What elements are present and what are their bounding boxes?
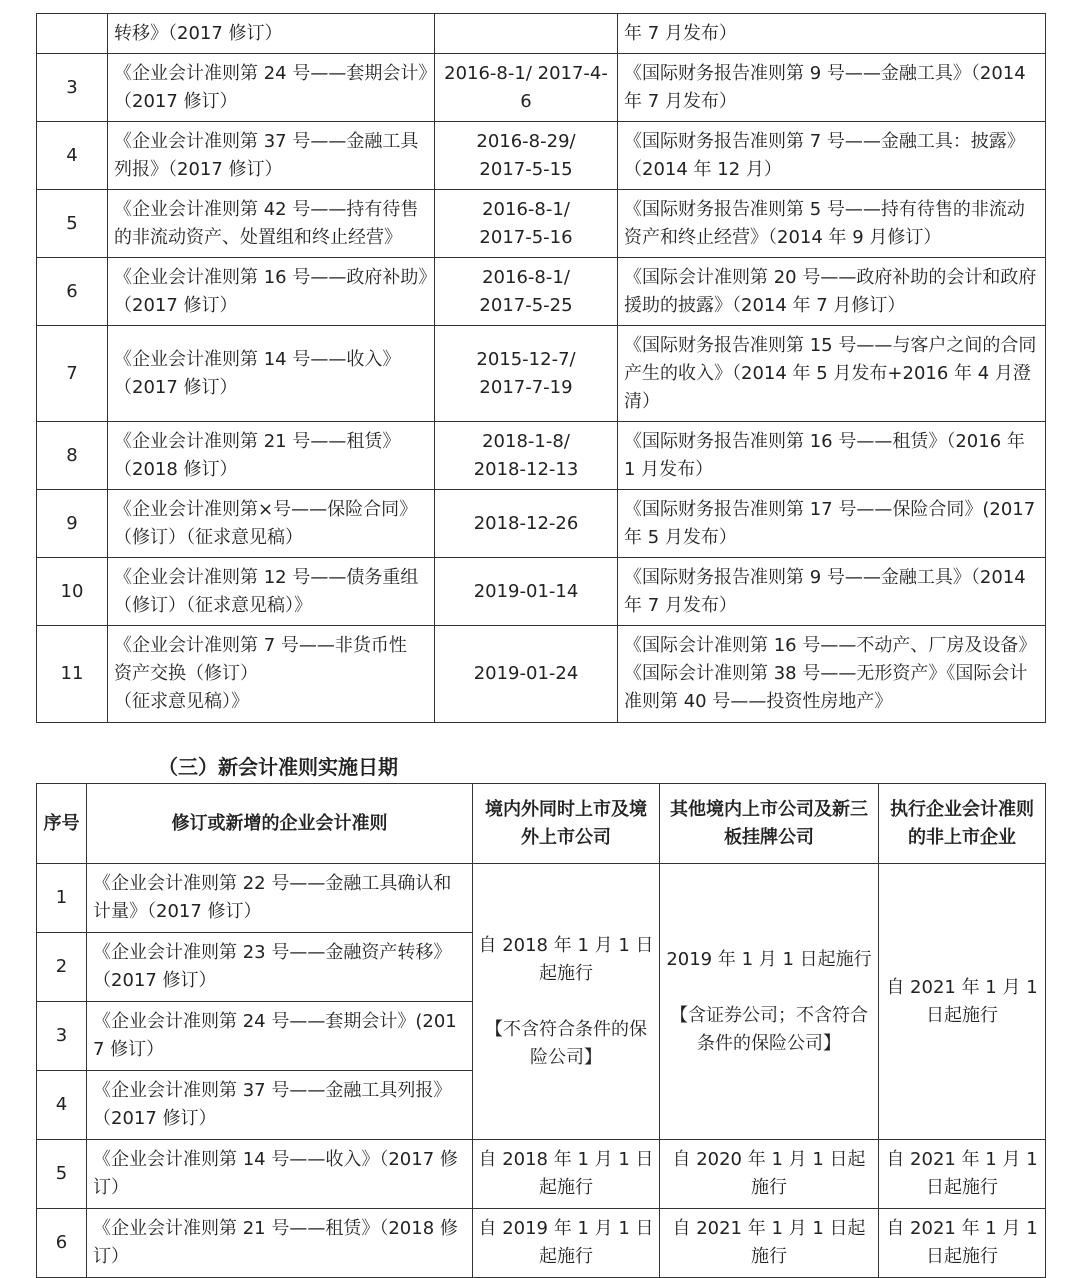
table-row [37,326,1046,422]
chinese-standard: 《企业会计准则第 7 号——非货币性 资产交换（修订） （征求意见稿）》 [108,626,435,723]
non-listed-date: 自 2021 年 1 月 1 日起施行 [879,1140,1046,1209]
other-listed-date: 自 2021 年 1 月 1 日起施行 [660,1209,879,1278]
release-dates: 2019-01-24 [435,626,618,723]
ifrs-counterpart: 《国际财务报告准则第 17 号——保险合同》(2017 年 5 月发布） [618,490,1046,558]
chinese-standard: 《企业会计准则第 12 号——债务重组 （修订）（征求意见稿）》 [108,558,435,626]
other-listed-date: 自 2020 年 1 月 1 日起施行 [660,1140,879,1209]
table-row [37,1209,1046,1278]
row-number: 6 [37,1209,87,1278]
table-row [37,864,1046,933]
row-number: 6 [37,258,108,326]
table-row [37,558,1046,626]
table-row [37,14,1046,54]
implementation-dates-table [36,783,1046,1278]
release-dates: 2016-8-1/ 2017-5-25 [435,258,618,326]
header-other-listed: 其他境内上市公司及新三板挂牌公司 [660,784,879,864]
ifrs-counterpart: 《国际财务报告准则第 16 号——租赁》（2016 年 1 月发布） [618,422,1046,490]
release-dates: 2019-01-14 [435,558,618,626]
chinese-standard: 《企业会计准则第 42 号——持有待售的非流动资产、处置组和终止经营》 [108,190,435,258]
release-dates: 2018-12-26 [435,490,618,558]
header-non-listed: 执行企业会计准则的非上市企业 [879,784,1046,864]
table-row [37,258,1046,326]
dual-listed-date: 自 2018 年 1 月 1 日起施行 【不含符合条件的保险公司】 [473,864,660,1140]
ifrs-counterpart: 《国际财务报告准则第 15 号——与客户之间的合同产生的收入》（2014 年 5 月发布+2016 年 4 月澄清） [618,326,1046,422]
release-dates: 2015-12-7/ 2017-7-19 [435,326,618,422]
release-dates [435,14,618,54]
row-number: 8 [37,422,108,490]
row-number: 11 [37,626,108,723]
standard-name: 《企业会计准则第 24 号——套期会计》(2017 修订） [87,1002,473,1071]
row-number: 10 [37,558,108,626]
ifrs-counterpart: 年 7 月发布） [618,14,1046,54]
chinese-standard: 《企业会计准则第 21 号——租赁》 （2018 修订） [108,422,435,490]
table-row [37,122,1046,190]
table-row [37,190,1046,258]
chinese-standard: 《企业会计准则第 14 号——收入》 （2017 修订） [108,326,435,422]
chinese-standard: 转移》（2017 修订） [108,14,435,54]
table-row [37,1140,1046,1209]
row-number: 3 [37,54,108,122]
row-number: 7 [37,326,108,422]
ifrs-counterpart: 《国际财务报告准则第 9 号——金融工具》（2014 年 7 月发布） [618,54,1046,122]
table-row [37,626,1046,723]
chinese-standard: 《企业会计准则第 37 号——金融工具列报》（2017 修订） [108,122,435,190]
row-number: 5 [37,1140,87,1209]
row-number: 4 [37,122,108,190]
non-listed-date: 自 2021 年 1 月 1 日起施行 [879,864,1046,1140]
table-header-row [37,784,1046,864]
ifrs-counterpart: 《国际会计准则第 20 号——政府补助的会计和政府援助的披露》（2014 年 7 月修订） [618,258,1046,326]
ifrs-counterpart: 《国际会计准则第 16 号——不动产、厂房及设备》《国际会计准则第 38 号——无形资产》《国际会计准则第 40 号——投资性房地产》 [618,626,1046,723]
row-number: 2 [37,933,87,1002]
ifrs-counterpart: 《国际财务报告准则第 5 号——持有待售的非流动资产和终止经营》（2014 年 9 月修订） [618,190,1046,258]
standard-name: 《企业会计准则第 22 号——金融工具确认和计量》（2017 修订） [87,864,473,933]
table-row [37,490,1046,558]
release-dates: 2016-8-1/ 2017-5-16 [435,190,618,258]
row-number: 3 [37,1002,87,1071]
row-number: 5 [37,190,108,258]
dual-listed-date: 自 2018 年 1 月 1 日起施行 [473,1140,660,1209]
section-title: （三）新会计准则实施日期 [158,755,398,779]
release-dates: 2016-8-1/ 2017-4-6 [435,54,618,122]
non-listed-date: 自 2021 年 1 月 1 日起施行 [879,1209,1046,1278]
standard-name: 《企业会计准则第 21 号——租赁》（2018 修订） [87,1209,473,1278]
chinese-standard: 《企业会计准则第×号——保险合同》 （修订）（征求意见稿） [108,490,435,558]
table-row [37,422,1046,490]
table-row [37,54,1046,122]
release-dates: 2016-8-29/ 2017-5-15 [435,122,618,190]
row-number: 1 [37,864,87,933]
chinese-standard: 《企业会计准则第 24 号——套期会计》（2017 修订） [108,54,435,122]
other-listed-date: 2019 年 1 月 1 日起施行 【含证券公司；不含符合条件的保险公司】 [660,864,879,1140]
standard-name: 《企业会计准则第 37 号——金融工具列报》 （2017 修订） [87,1071,473,1140]
standards-comparison-table [36,13,1046,723]
chinese-standard: 《企业会计准则第 16 号——政府补助》（2017 修订） [108,258,435,326]
header-number: 序号 [37,784,87,864]
standard-name: 《企业会计准则第 23 号——金融资产转移》 （2017 修订） [87,933,473,1002]
row-number: 9 [37,490,108,558]
standard-name: 《企业会计准则第 14 号——收入》（2017 修订） [87,1140,473,1209]
release-dates: 2018-1-8/ 2018-12-13 [435,422,618,490]
row-number: 4 [37,1071,87,1140]
dual-listed-date: 自 2019 年 1 月 1 日起施行 [473,1209,660,1278]
ifrs-counterpart: 《国际财务报告准则第 9 号——金融工具》（2014 年 7 月发布） [618,558,1046,626]
row-number [37,14,108,54]
header-dual-listed: 境内外同时上市及境外上市公司 [473,784,660,864]
header-standard: 修订或新增的企业会计准则 [87,784,473,864]
ifrs-counterpart: 《国际财务报告准则第 7 号——金融工具：披露》（2014 年 12 月） [618,122,1046,190]
